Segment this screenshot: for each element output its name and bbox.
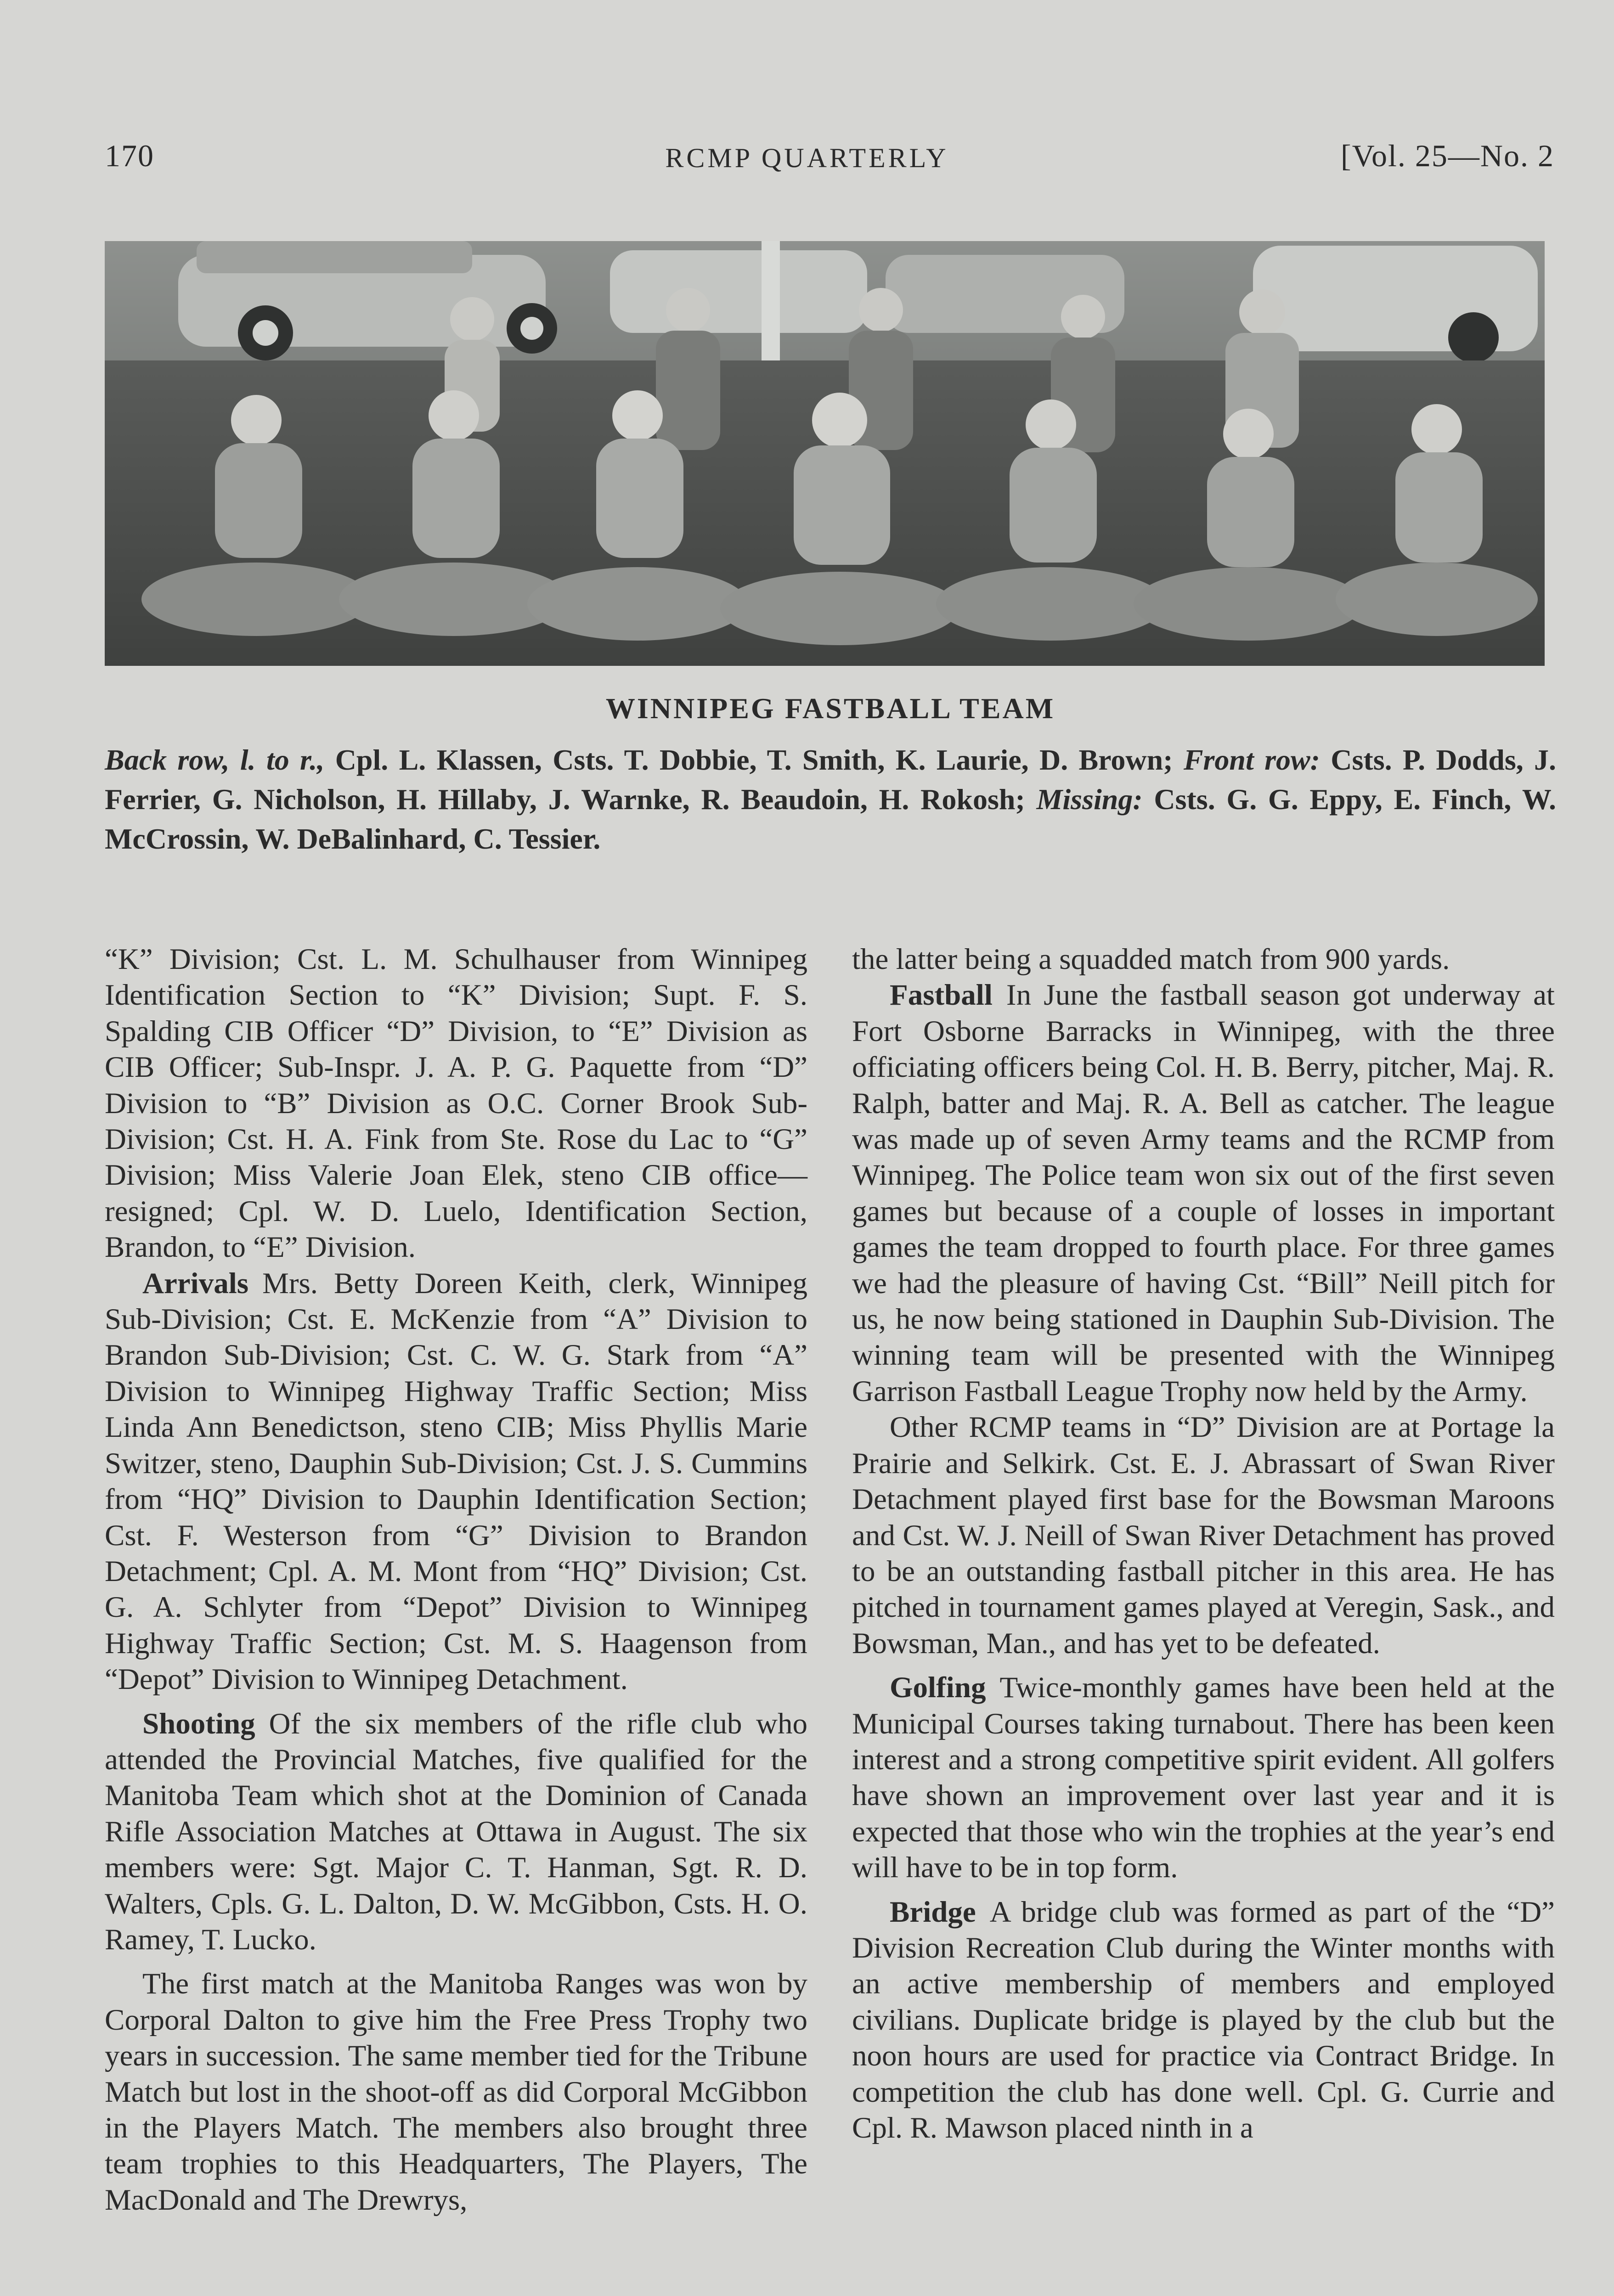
right-column (852, 941, 1555, 2146)
caption-title: WINNIPEG FASTBALL TEAM (605, 692, 1055, 725)
photo-caption (105, 689, 1556, 859)
journal-title: RCMP QUARTERLY (665, 143, 949, 173)
fastball-heading: Fastball (890, 979, 993, 1012)
page-number: 170 (105, 138, 154, 173)
paragraph-fastball (852, 977, 1555, 1409)
paragraph-departures: “K” Division; Cst. L. M. Schulhauser from Winnipeg Identification Section to “K” Division; Supt. F. S. Spalding CIB Officer “D” Division, to “E” Division as CIB Officer; Sub-Inspr. J. A. P. G. Paquette from “D” Division to “B” Division as O.C. Corner Brook Sub-Division; Cst. H. A. Fink from Ste. Rose du Lac to “G” Division; Miss Valerie Joan Elek, steno CIB office—resigned; Cpl. W. D. Luelo, Identification Section, Brandon, to “E” Division. (105, 943, 807, 1264)
arrivals-heading: Arrivals (142, 1266, 249, 1300)
fastball-body: In June the fastball season got underway at Fort Osborne Barracks in Winnipeg, with the three officiating officers being Col. H. B. Berry, pitcher, Maj. R. Ralph, batter and Maj. R. A. Bell as catcher. The league was made up of seven Army teams and the RCMP from Winnipeg. The Police team won six out of the first seven games but because of a couple of losses in important games the team dropped to fourth place. For three games we had the pleasure of having Cst. “Bill” Neill pitch for us, he now being stationed in Dauphin Sub-Division. The winning team will be presented with the Winnipeg Garrison Fastball League Trophy now held by the Army. (852, 979, 1555, 1408)
caption-body (105, 740, 1556, 859)
paragraph-arrivals (105, 1266, 807, 1698)
paragraph-shooting (105, 1706, 807, 1958)
caption-back-label: Back row, l. to r., (105, 743, 325, 776)
paragraph-first-match: The first match at the Manitoba Ranges was won by Corporal Dalton to give him the Free Press Trophy two years in succession. The same member tied for the Tribune Match but lost in the shoot-off as did Corporal McGibbon in the Players Match. The members also brought three team trophies to this Headquarters, The Players, The MacDonald and The Drewrys, (105, 1967, 807, 2217)
shooting-body: Of the six members of the rifle club who attended the Provincial Matches, five qualified for the Manitoba Team which shot at the Dominion of Canada Rifle Association Matches at Ottawa in August. The six members were: Sgt. Major C. T. Hanman, Sgt. R. D. Walters, Cpls. G. L. Dalton, D. W. McGibbon, Csts. H. O. Ramey, T. Lucko. (105, 1707, 807, 1956)
volume-issue: [Vol. 25—No. 2 (1341, 138, 1554, 173)
shooting-heading: Shooting (142, 1707, 255, 1740)
golfing-body: Twice-monthly games have been held at the Municipal Courses taking turnabout. There has been keen interest and a strong competitive spirit evident. All golfers have shown an improvement over last year and it is expected that those who win the trophies at the year’s end will have to be in top form. (852, 1671, 1555, 1885)
caption-missing-names: Csts. G. G. Eppy, E. Finch, W. McCrossin, W. DeBalinhard, C. Tessier. (105, 783, 1557, 855)
caption-front-names: Csts. P. Dodds, J. Ferrier, G. Nicholson, H. Hillaby, J. Warnke, R. Beaudoin, H. Rokosh; (105, 743, 1557, 816)
paragraph-golfing (852, 1670, 1555, 1885)
bridge-body: A bridge club was formed as part of the “D” Division Recreation Club during the Winter months with an active membership of members and employed civilians. Duplicate bridge is played by the club but the noon hours are used for practice via Contract Bridge. In competition the club has done well. Cpl. G. Currie and Cpl. R. Mawson placed ninth in a (852, 1895, 1555, 2144)
paragraph-bridge (852, 1894, 1555, 2146)
golfing-heading: Golfing (890, 1671, 986, 1705)
bridge-heading: Bridge (890, 1895, 976, 1929)
running-head (0, 138, 1614, 188)
caption-front-label: Front row: (1183, 743, 1320, 776)
team-photo-image (105, 241, 1545, 666)
team-photograph (105, 241, 1545, 666)
arrivals-body: Mrs. Betty Doreen Keith, clerk, Winnipeg Sub-Division; Cst. E. McKenzie from “A” Division to Brandon Sub-Division; Cst. C. W. G. Stark from “A” Division to Winnipeg Highway Traffic Section; Miss Linda Ann Benedictson, steno CIB; Miss Phyllis Marie Switzer, steno, Dauphin Sub-Division; Cst. J. S. Cummins from “HQ” Division to Dauphin Identification Section; Cst. F. Westerson from “G” Division to Brandon Detachment; Cpl. A. M. Mont from “HQ” Division; Cst. G. A. Schlyter from “Depot” Division to Winnipeg Highway Traffic Section; Cst. M. S. Haagenson from “Depot” Division to Winnipeg Detachment. (105, 1266, 807, 1696)
caption-back-names: Cpl. L. Klassen, Csts. T. Dobbie, T. Smith, K. Laurie, D. Brown; (324, 743, 1184, 776)
paragraph-continuation: the latter being a squadded match from 900 yards. (852, 943, 1450, 976)
left-column (105, 941, 807, 2218)
paragraph-other-teams: Other RCMP teams in “D” Division are at Portage la Prairie and Selkirk. Cst. E. J. Abrassart of Swan River Detachment played first base for the Bowsman Maroons and Cst. W. J. Neill of Swan River Detachment has proved to be an outstanding fastball pitcher in this area. He has pitched in tournament games played at Veregin, Sask., and Bowsman, Man., and has yet to be defeated. (852, 1411, 1555, 1660)
caption-missing-label: Missing: (1036, 783, 1143, 816)
